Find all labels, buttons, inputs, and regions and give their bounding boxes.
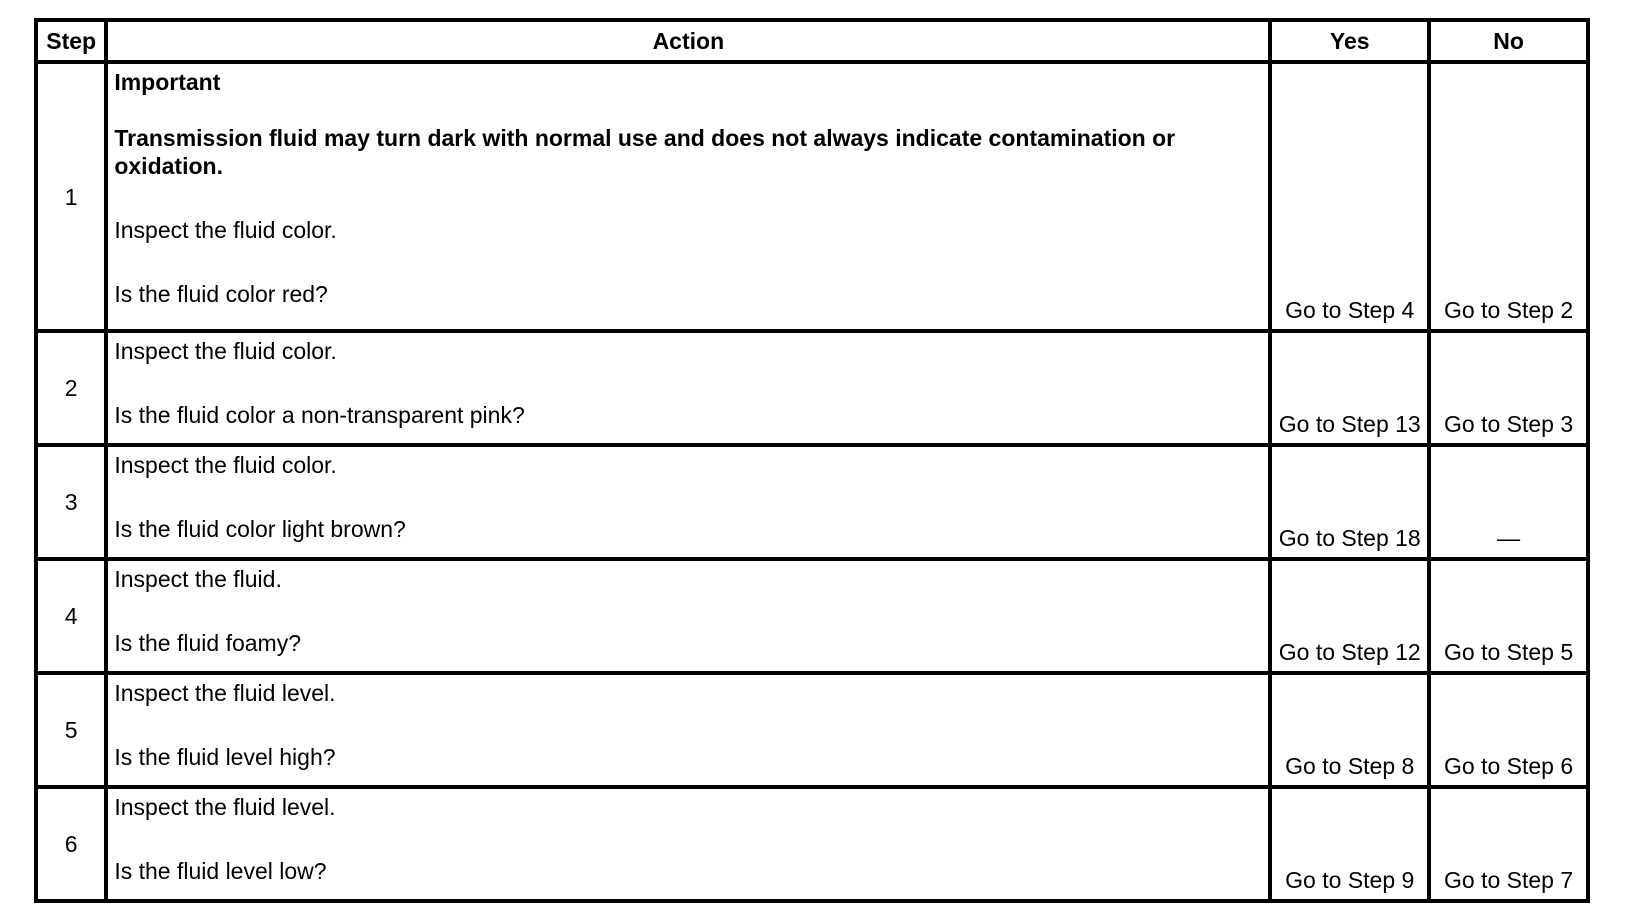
action-question: Is the fluid color red? [114,281,328,307]
action-question: Is the fluid color a non-transparent pink? [114,402,525,428]
action-instruction: Inspect the fluid level. [114,680,336,706]
step-number: 3 [36,445,106,559]
important-heading: Important [114,69,221,95]
action-question: Is the fluid foamy? [114,630,301,656]
step-number: 4 [36,559,106,673]
action-instruction: Inspect the fluid level. [114,794,336,820]
yes-result: Go to Step 9 [1270,787,1429,901]
action-instruction: Inspect the fluid color. [114,452,337,478]
action-question: Is the fluid color light brown? [114,516,406,542]
action-cell [106,559,1270,673]
action-cell [106,445,1270,559]
table-row [36,787,1588,901]
header-no: No [1429,20,1588,62]
table-row [36,331,1588,445]
yes-result: Go to Step 18 [1270,445,1429,559]
table-row [36,673,1588,787]
no-result: Go to Step 2 [1429,62,1588,331]
no-result: — [1429,445,1588,559]
table-row [36,62,1588,331]
header-action: Action [106,20,1270,62]
step-number: 6 [36,787,106,901]
yes-result: Go to Step 13 [1270,331,1429,445]
diagnostic-table [34,18,1590,903]
step-number: 2 [36,331,106,445]
action-instruction: Inspect the fluid color. [114,338,337,364]
table-row [36,445,1588,559]
yes-result: Go to Step 12 [1270,559,1429,673]
action-question: Is the fluid level high? [114,744,336,770]
action-cell [106,787,1270,901]
action-instruction: Inspect the fluid color. [114,217,337,243]
no-result: Go to Step 6 [1429,673,1588,787]
action-cell [106,673,1270,787]
yes-result: Go to Step 4 [1270,62,1429,331]
step-number: 1 [36,62,106,331]
action-cell [106,62,1270,331]
yes-result: Go to Step 8 [1270,673,1429,787]
step-number: 5 [36,673,106,787]
header-yes: Yes [1270,20,1429,62]
important-note: Transmission fluid may turn dark with normal use and does not always indicate contamination or oxidation. [114,125,1176,179]
action-cell [106,331,1270,445]
no-result: Go to Step 5 [1429,559,1588,673]
header-row [36,20,1588,62]
no-result: Go to Step 3 [1429,331,1588,445]
header-step: Step [36,20,106,62]
action-instruction: Inspect the fluid. [114,566,282,592]
table-row [36,559,1588,673]
action-question: Is the fluid level low? [114,858,327,884]
no-result: Go to Step 7 [1429,787,1588,901]
